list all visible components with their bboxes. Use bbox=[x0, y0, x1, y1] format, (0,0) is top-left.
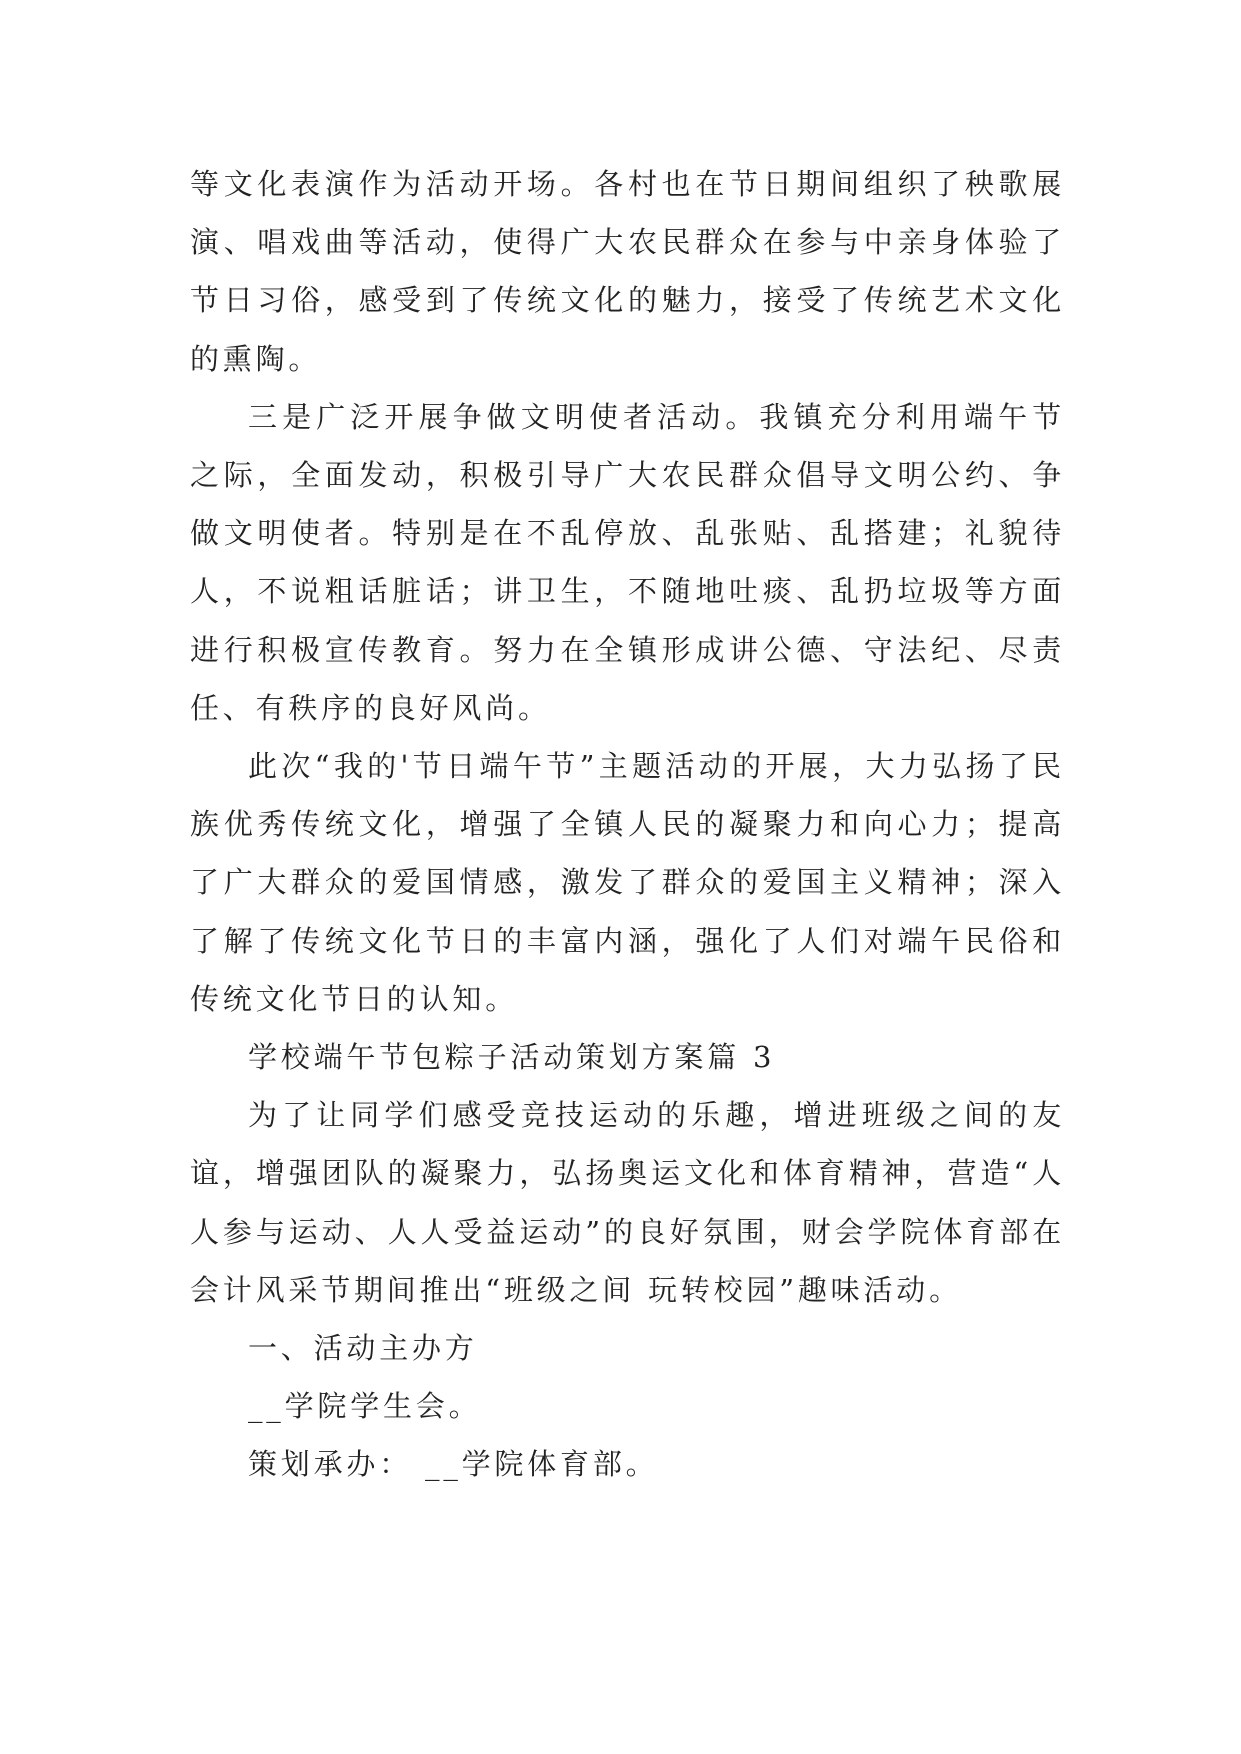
paragraph-undertaker: 策划承办： __学院体育部。 bbox=[248, 1447, 659, 1482]
heading-organizer: 一、活动主办方 bbox=[248, 1331, 478, 1366]
paragraph-purpose: 为了让同学们感受竞技运动的乐趣，增进班级之间的友谊，增强团队的凝聚力，弘扬奥运文化和体育精神，营造“人人参与运动、人人受益运动”的良好氛围，财会学院体育部在会计风采节期间推出“班级之间 玩转校园”趣味活动。 bbox=[190, 1098, 1065, 1307]
paragraph-organizer: __学院学生会。 bbox=[248, 1389, 482, 1424]
paragraph-summary: 此次“我的'节日端午节”主题活动的开展，大力弘扬了民族优秀传统文化，增强了全镇人民的凝聚力和向心力；提高了广大群众的爱国情感，激发了群众的爱国主义精神；深入了解了传统文化节日的丰富内涵，强化了人们对端午民俗和传统文化节日的认知。 bbox=[190, 749, 1065, 1016]
section-title: 学校端午节包粽子活动策划方案篇 3 bbox=[248, 1040, 776, 1075]
paragraph-continuation: 等文化表演作为活动开场。各村也在节日期间组织了秧歌展演、唱戏曲等活动，使得广大农民群众在参与中亲身体验了节日习俗，感受到了传统文化的魅力，接受了传统艺术文化的熏陶。 bbox=[190, 167, 1065, 376]
paragraph-civility-activity: 三是广泛开展争做文明使者活动。我镇充分利用端午节之际，全面发动，积极引导广大农民群众倡导文明公约、争做文明使者。特别是在不乱停放、乱张贴、乱搭建；礼貌待人，不说粗话脏话；讲卫生，不随地吐痰、乱扔垃圾等方面进行积极宣传教育。努力在全镇形成讲公德、守法纪、尽责任、有秩序的良好风尚。 bbox=[190, 399, 1065, 725]
document-body bbox=[190, 155, 1065, 1494]
